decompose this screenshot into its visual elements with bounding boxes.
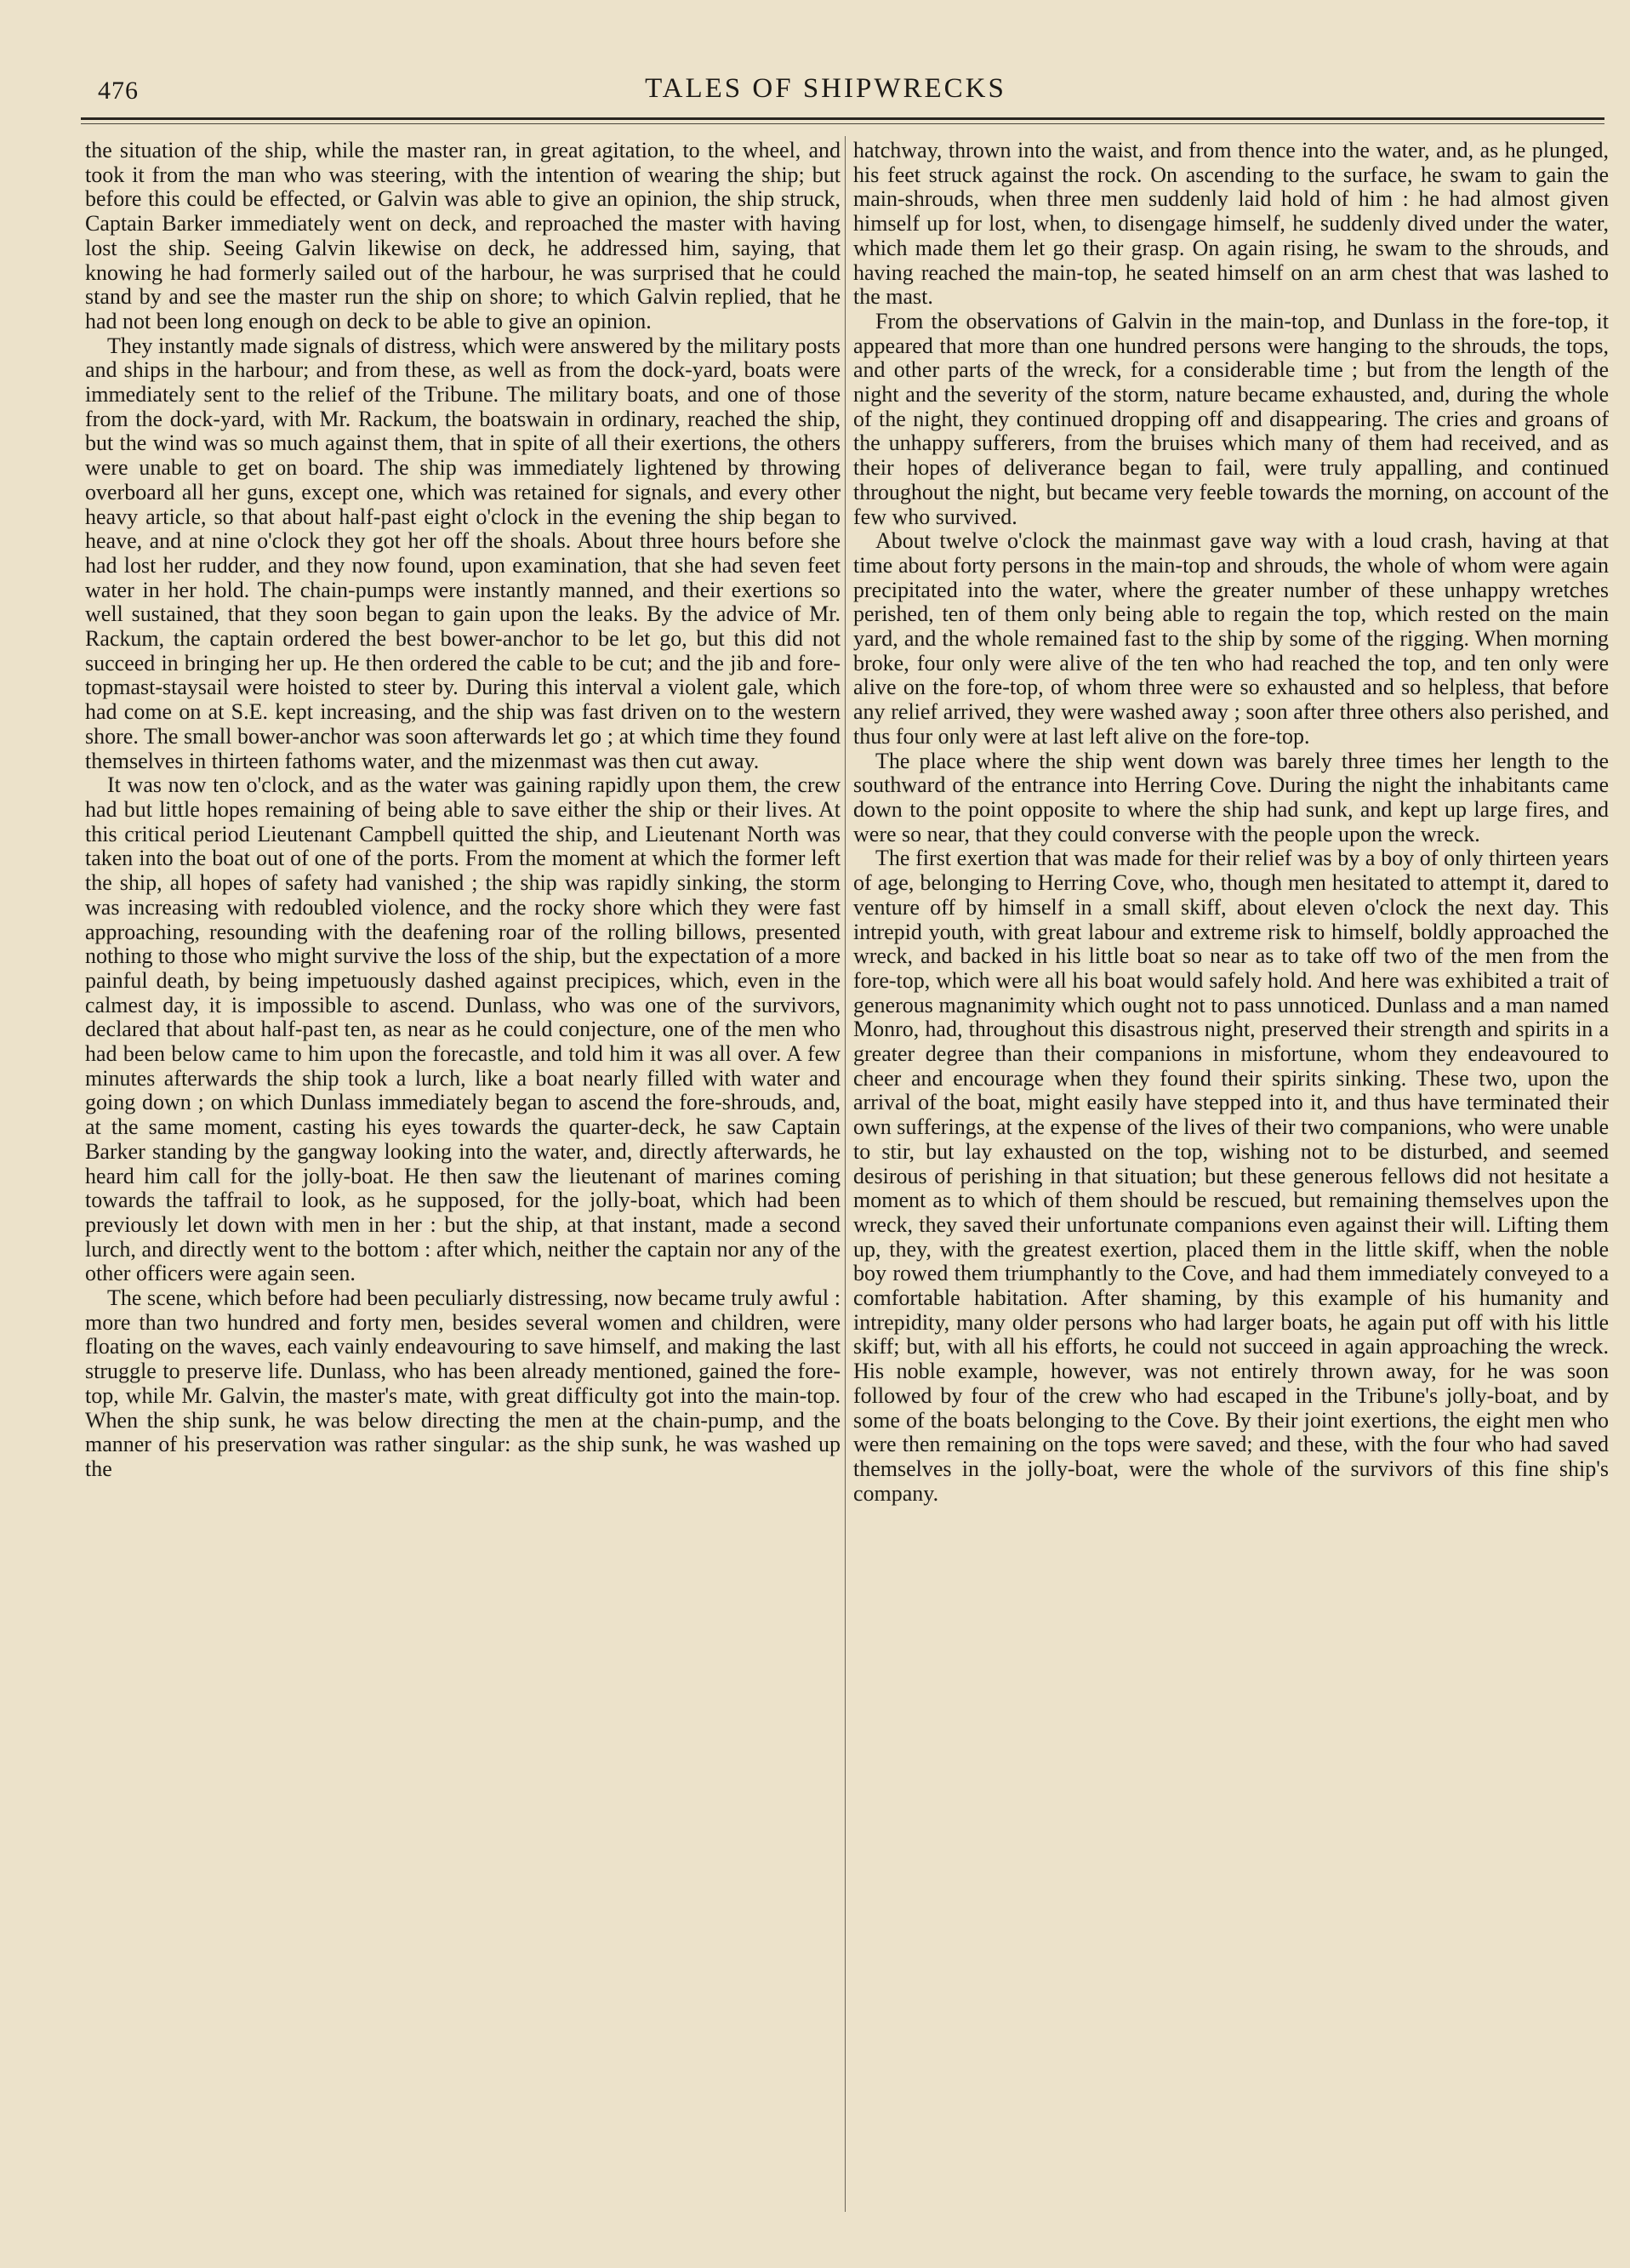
paragraph: From the observations of Galvin in the main-top, and Dunlass in the fore-top, it appeared that more than one hundred persons were hanging to the shrouds, the tops, and other parts of the wreck, for a considerable time ; but from the length of the night and the severity of the storm, nature became exhausted, and, during the whole of the night, they continued dropping off and disappearing. The cries and groans of the unhappy sufferers, from the bruises which many of them had received, and as their hopes of deliverance began to fail, were truly appalling, and continued throughout the night, but became very feeble towards the morning, on account of the few who survived. [853,308,1609,529]
running-title: TALES OF SHIPWRECKS [645,73,1006,104]
paragraph: About twelve o'clock the mainmast gave way with a loud crash, having at that time about forty persons in the main-top and shrouds, the whole of whom were again precipitated into the water, where the greater number of these unhappy wretches perished, ten of them only being able to regain the top, which rested on the main yard, and the whole remained fast to the ship by some of the rigging. When morning broke, four only were alive of the ten who had reached the top, and ten only were alive on the fore-top, of whom three were so exhausted and so helpless, that before any relief arrived, they were washed away ; soon after three others also perished, and thus four only were at last left alive on the fore-top. [853,528,1609,749]
header-rule [81,117,1604,120]
paragraph: The place where the ship went down was barely three times her length to the southward of the entrance into Herring Cove. During the night the inhabitants came down to the point opposite to where the ship had sunk, and kept up large fires, and were so near, that they could converse with the people upon the wreck. [853,748,1609,846]
page-number: 476 [98,77,139,105]
paragraph: the situation of the ship, while the master ran, in great agitation, to the wheel, and took it from the man who was steering, with the intention of wearing the ship; but before this could be effected, or Galvin was able to give an opinion, the ship struck, Captain Barker immediately went on deck, and reproached the master with having lost the ship. Seeing Galvin likewise on deck, he addressed him, saying, that knowing he had formerly sailed out of the harbour, he was surprised that he could stand by and see the master run the ship on shore; to which Galvin replied, that he had not been long enough on deck to be able to give an opinion. [85,138,841,333]
left-column [85,139,841,1482]
right-column [853,139,1609,1506]
paragraph: hatchway, thrown into the waist, and from thence into the water, and, as he plunged, his feet struck against the rock. On ascending to the surface, he swam to gain the main-shrouds, when three men suddenly laid hold of him : he had almost given himself up for lost, when, to disengage himself, he suddenly dived under the water, which made them let go their grasp. On again rising, he swam to the shrouds, and having reached the main-top, he seated himself on an arm chest that was lashed to the mast. [853,138,1609,310]
paragraph: The first exertion that was made for their relief was by a boy of only thirteen years of age, belonging to Herring Cove, who, though men hesitated to attempt it, dared to venture off by himself in a small skiff, about eleven o'clock the next day. This intrepid youth, with great labour and extreme risk to himself, boldly approached the wreck, and backed in his little boat so near as to take off two of the men from the fore-top, which were all his boat would safely hold. And here was exhibited a trait of generous magnanimity which ought not to pass unnoticed. Dunlass and a man named Monro, had, throughout this disastrous night, preserved their strength and spirits in a greater degree than their companions in misfortune, whom they endeavoured to cheer and encourage when they found their spirits sinking. These two, upon the arrival of the boat, might easily have stepped into it, and thus have terminated their own sufferings, at the expense of the lives of their two companions, who were unable to stir, but lay exhausted on the top, wishing not to be disturbed, and seemed desirous of perishing in that situation; but these generous fellows did not hesitate a moment as to which of them should be rescued, but remaining themselves upon the wreck, they saved their unfortunate companions even against their will. Lifting them up, they, with the greatest exertion, placed them in the little skiff, when the noble boy rowed them triumphantly to the Cove, and had them immediately conveyed to a comfortable habitation. After shaming, by this example of his humanity and intrepidity, many older persons who had larger boats, he again put off with his little skiff; but, with all his efforts, he could not succeed in again approaching the wreck. His noble example, however, was not entirely thrown away, for he was soon followed by four of the crew who had escaped in the Tribune's jolly-boat, and by some of the boats belonging to the Cove. By their joint exertions, the eight men who were then remaining on the tops were saved; and these, with the four who had saved themselves in the jolly-boat, were the whole of the survivors of this fine ship's company. [853,846,1609,1506]
paragraph: It was now ten o'clock, and as the water was gaining rapidly upon them, the crew had but little hopes remaining of being able to save either the ship or their lives. At this critical period Lieutenant Campbell quitted the ship, and Lieutenant North was taken into the boat out of one of the ports. From the moment at which the former left the ship, all hopes of safety had vanished ; the ship was rapidly sinking, the storm was increasing with redoubled violence, and the rocky shore which they were fast approaching, resounding with the deafening roar of the rolling billows, presented nothing to those who might survive the loss of the ship, but the expectation of a more painful death, by being impetuously dashed against precipices, which, even in the calmest day, it is impossible to ascend. Dunlass, who was one of the survivors, declared that about half-past ten, as near as he could conjecture, one of the men who had been below came to him upon the forecastle, and told him it was all over. A few minutes afterwards the ship took a lurch, like a boat nearly filled with water and going down ; on which Dunlass immediately began to ascend the fore-shrouds, and, at the same moment, casting his eyes towards the quarter-deck, he saw Captain Barker standing by the gangway looking into the water, and, directly afterwards, he heard him call for the jolly-boat. He then saw the lieutenant of marines coming towards the taffrail to look, as he supposed, for the jolly-boat, which had been previously let down with men in her : but the ship, at that instant, made a second lurch, and directly went to the bottom : after which, neither the captain nor any of the other officers were again seen. [85,772,841,1286]
page-header [81,68,1570,112]
header-rule-thin [81,123,1604,124]
paragraph: They instantly made signals of distress, which were answered by the military posts and ships in the harbour; and from these, as well as from the dock-yard, boats were immediately sent to the relief of the Tribune. The military boats, and one of those from the dock-yard, with Mr. Rackum, the boatswain in ordinary, reached the ship, but the wind was so much against them, that in spite of all their exertions, the others were unable to get on board. The ship was immediately lightened by throwing overboard all her guns, except one, which was retained for signals, and every other heavy article, so that about half-past eight o'clock in the evening the ship began to heave, and at nine o'clock they got her off the shoals. About three hours before she had lost her rudder, and they now found, upon examination, that she had seven feet water in her hold. The chain-pumps were instantly manned, and their exertions so well sustained, that they soon began to gain upon the leaks. By the advice of Mr. Rackum, the captain ordered the best bower-anchor to be let go, but this did not succeed in bringing her up. He then ordered the cable to be cut; and the jib and fore-topmast-staysail were hoisted to steer by. During this interval a violent gale, which had come on at S.E. kept increasing, and the ship was fast driven on to the western shore. The small bower-anchor was soon afterwards let go ; at which time they found themselves in thirteen fathoms water, and the mizenmast was then cut away. [85,333,841,773]
paragraph: The scene, which before had been peculiarly distressing, now became truly awful : more than two hundred and forty men, besides several women and children, were floating on the waves, each vainly endeavouring to save himself, and making the last struggle to preserve life. Dunlass, who has been already mentioned, gained the fore-top, while Mr. Galvin, the master's mate, with great difficulty got into the main-top. When the ship sunk, he was below directing the men at the chain-pump, and the manner of his preservation was rather singular: as the ship sunk, he was washed up the [85,1285,841,1481]
column-divider [845,136,846,2212]
